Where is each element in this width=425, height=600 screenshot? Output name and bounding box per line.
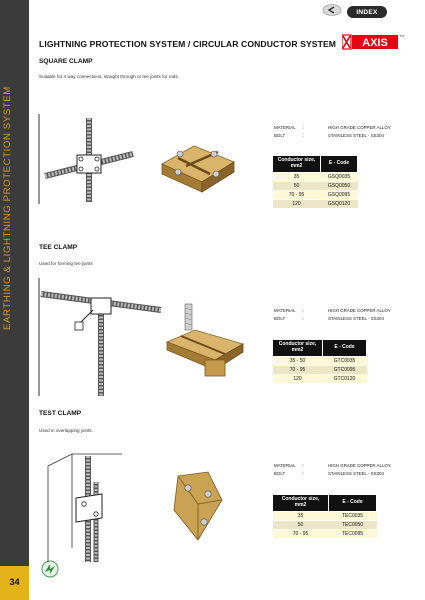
spec-key: MATERIAL [274,463,296,468]
spec-key: MATERIAL [274,125,296,130]
page-number: 34 [9,577,20,587]
table-row [273,520,377,529]
spec-row-material [274,125,414,133]
e-code: TEC0035 [329,511,377,520]
spec-value: HIGH GRADE COPPER ALLOY [328,308,391,313]
tee-clamp-title: TEE CLAMP [39,244,78,251]
spec-value: STAINLESS STEEL - SS304 [328,133,384,138]
table-row [273,199,358,208]
square-clamp-table [272,155,358,209]
test-clamp-title: TEST CLAMP [39,410,82,417]
spec-value: STAINLESS STEEL - SS304 [328,471,384,476]
e-code: TEC0050 [329,520,377,529]
spec-value: HIGH GRADE COPPER ALLOY [328,463,391,468]
spec-key: BOLT [274,316,286,321]
e-code: GSQ0050 [321,181,358,190]
e-code: GSQ0095 [321,190,358,199]
square-clamp-diagram [37,112,137,206]
spec-value: HIGH GRADE COPPER ALLOY [328,125,391,130]
tee-clamp-photo [165,300,245,380]
axis-logo [342,32,404,51]
table-row [273,356,367,365]
page-title: LIGHTNING PROTECTION SYSTEM / CIRCULAR CONDUCTOR SYSTEM [39,39,337,49]
e-code: TEC0095 [329,529,377,538]
test-clamp-specs [274,463,414,479]
table-row [273,511,377,520]
test-clamp-diagram [46,452,124,564]
table-row [273,365,367,374]
index-button[interactable]: INDEX [347,6,387,18]
table-row [273,190,358,199]
spec-row-bolt [274,316,414,324]
header-e-code: E - Code [329,495,377,512]
spec-key: BOLT [274,471,286,476]
conductor-size: 120 [273,374,323,383]
e-code: GTC0095 [323,365,367,374]
header-conductor-size: Conductor size, mm2 [273,340,323,357]
spec-colon: : [303,471,305,476]
spec-key: MATERIAL [274,308,296,313]
tee-clamp-description: Used for forming tee joints [39,261,93,266]
e-code: GTC0035 [323,356,367,365]
conductor-size: 35 - 50 [273,356,323,365]
table-row [273,172,358,181]
spec-row-bolt [274,471,414,479]
spec-value: STAINLESS STEEL - SS304 [328,316,384,321]
conductor-size: 120 [273,199,321,208]
header-e-code: E - Code [321,156,358,173]
tee-clamp-specs [274,308,414,324]
header-e-code: E - Code [323,340,367,357]
square-clamp-description: Suitable for 4 way connections, straight through or tee joints for rods. [39,74,179,79]
spec-key: BOLT [274,133,286,138]
svg-text:AXIS: AXIS [362,37,388,50]
e-code: GTC0120 [323,374,367,383]
header-conductor-size: Conductor size, mm2 [273,156,321,173]
table-row [273,181,358,190]
spec-row-material [274,308,414,316]
back-arrow-icon[interactable] [322,4,342,16]
test-clamp-table [272,494,377,539]
spec-colon: : [303,463,305,468]
e-code: GSQ0120 [321,199,358,208]
spec-colon: : [303,308,305,313]
conductor-size: 35 [273,511,329,520]
test-clamp-photo [168,470,228,544]
square-clamp-photo [156,140,238,196]
spec-row-bolt [274,133,414,141]
table-row [273,529,377,538]
square-clamp-title: SQUARE CLAMP [39,58,93,65]
conductor-size: 70 - 95 [273,365,323,374]
spec-row-material [274,463,414,471]
test-clamp-description: Used in overlapping joints. [39,428,93,433]
conductor-size: 50 [273,181,321,190]
conductor-size: 70 - 95 [273,190,321,199]
header-conductor-size: Conductor size, mm2 [273,495,329,512]
svg-text:TM: TM [399,34,404,38]
spec-colon: : [303,125,305,130]
tee-clamp-diagram [37,276,163,400]
spec-colon: : [303,133,305,138]
e-code: GSQ0035 [321,172,358,181]
tee-clamp-table [272,339,367,384]
spec-colon: : [303,316,305,321]
conductor-size: 70 - 95 [273,529,329,538]
table-row [273,374,367,383]
square-clamp-specs [274,125,414,141]
sidebar-title [2,306,13,330]
conductor-size: 50 [273,520,329,529]
conductor-size: 35 [273,172,321,181]
